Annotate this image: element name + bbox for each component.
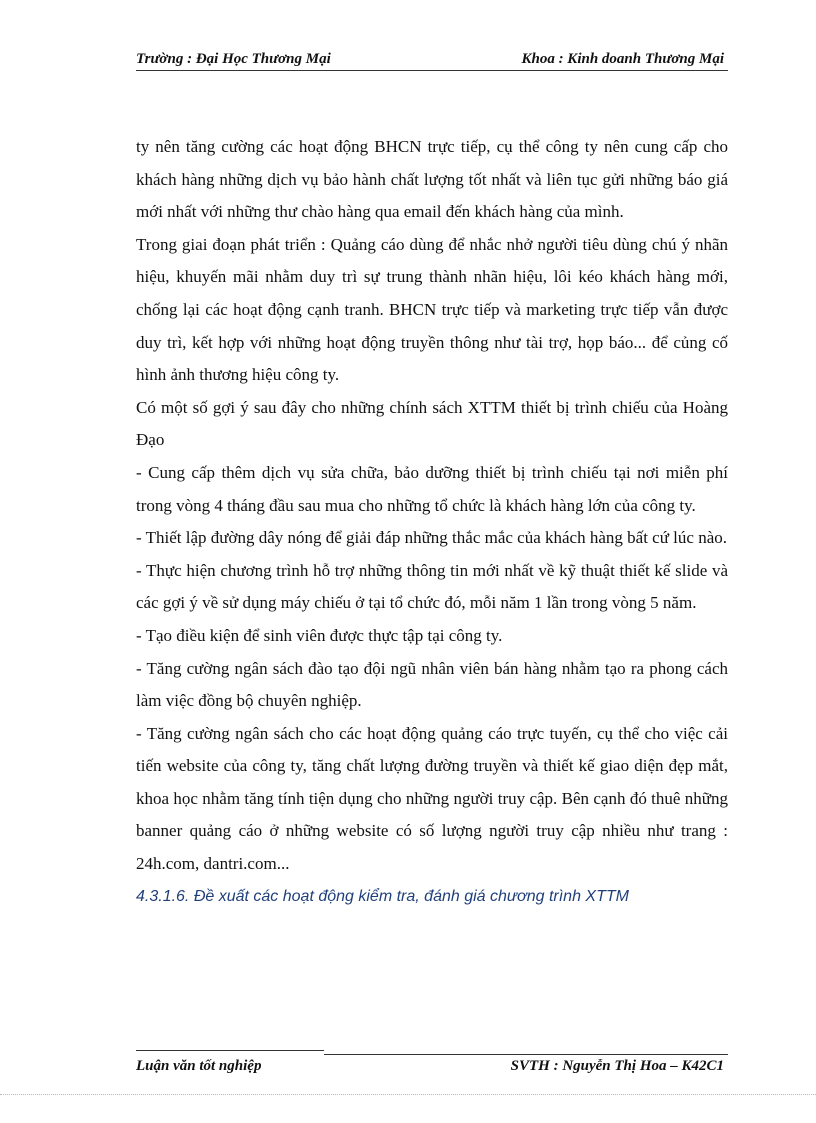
bullet-item: - Tăng cường ngân sách đào tạo đội ngũ nhân viên bán hàng nhằm tạo ra phong cách làm việc đồng bộ chuyên nghiệp. — [136, 658, 728, 711]
bullet-item: - Cung cấp thêm dịch vụ sửa chữa, bảo dưỡng thiết bị trình chiếu tại nơi miễn phí trong vòng 4 tháng đầu sau mua cho những tổ chức là khách hàng lớn của công ty. — [136, 462, 728, 515]
footer-rule — [136, 1050, 324, 1051]
page-header — [136, 48, 728, 71]
header-school: Trường : Đại Học Thương Mại — [136, 51, 331, 67]
paragraph: ty nên tăng cường các hoạt động BHCN trực tiếp, cụ thể công ty nên cung cấp cho khách hàng những dịch vụ bảo hành chất lượng tốt nhất và liên tục gửi những báo giá mới nhất với những thư chào hàng qua email đến khách hàng của mình. — [136, 137, 728, 222]
bullet-item: - Thực hiện chương trình hỗ trợ những thông tin mới nhất về kỹ thuật thiết kế slide và các gợi ý về sử dụng máy chiếu ở tại tổ chức đó, mỗi năm 1 lần trong vòng 5 năm. — [136, 560, 728, 613]
paragraph: Có một số gợi ý sau đây cho những chính sách XTTM thiết bị trình chiếu của Hoàng Đạo — [136, 397, 728, 450]
paragraph: Trong giai đoạn phát triển : Quảng cáo dùng để nhắc nhở người tiêu dùng chú ý nhãn hiệu, khuyến mãi nhằm duy trì sự trung thành nhãn hiệu, lôi kéo khách hàng mới, chống lại các hoạt động cạnh tranh. BHCN trực tiếp và marketing trực tiếp vẫn được duy trì, kết hợp với những hoạt động truyền thông như tài trợ, họp báo... để củng cố hình ảnh thương hiệu công ty. — [136, 234, 728, 385]
page-footer — [136, 1050, 728, 1080]
bullet-item: - Tăng cường ngân sách cho các hoạt động quảng cáo trực tuyến, cụ thể cho việc cải tiến website của công ty, tăng chất lượng đường truyền và thiết kế giao diện đẹp mắt, khoa học nhằm tăng tính tiện dụng cho những người truy cập. Bên cạnh đó thuê những banner quảng cáo ở những website có số lượng người truy cập nhiều như trang : 24h.com, dantri.com... — [136, 723, 728, 874]
document-body — [136, 131, 728, 913]
section-heading: 4.3.1.6. Đề xuất các hoạt động kiểm tra, đánh giá chương trình XTTM — [136, 887, 629, 905]
bullet-item: - Tạo điều kiện để sinh viên được thực tập tại công ty. — [136, 625, 503, 645]
footer-student: SVTH : Nguyễn Thị Hoa – K42C1 — [510, 1058, 724, 1074]
bullet-item: - Thiết lập đường dây nóng để giải đáp những thắc mắc của khách hàng bất cứ lúc nào. — [136, 528, 727, 548]
page-edge-divider — [0, 1094, 816, 1095]
header-faculty: Khoa : Kinh doanh Thương Mại — [521, 51, 724, 67]
footer-rule — [324, 1054, 728, 1055]
footer-thesis: Luận văn tốt nghiệp — [136, 1058, 262, 1074]
